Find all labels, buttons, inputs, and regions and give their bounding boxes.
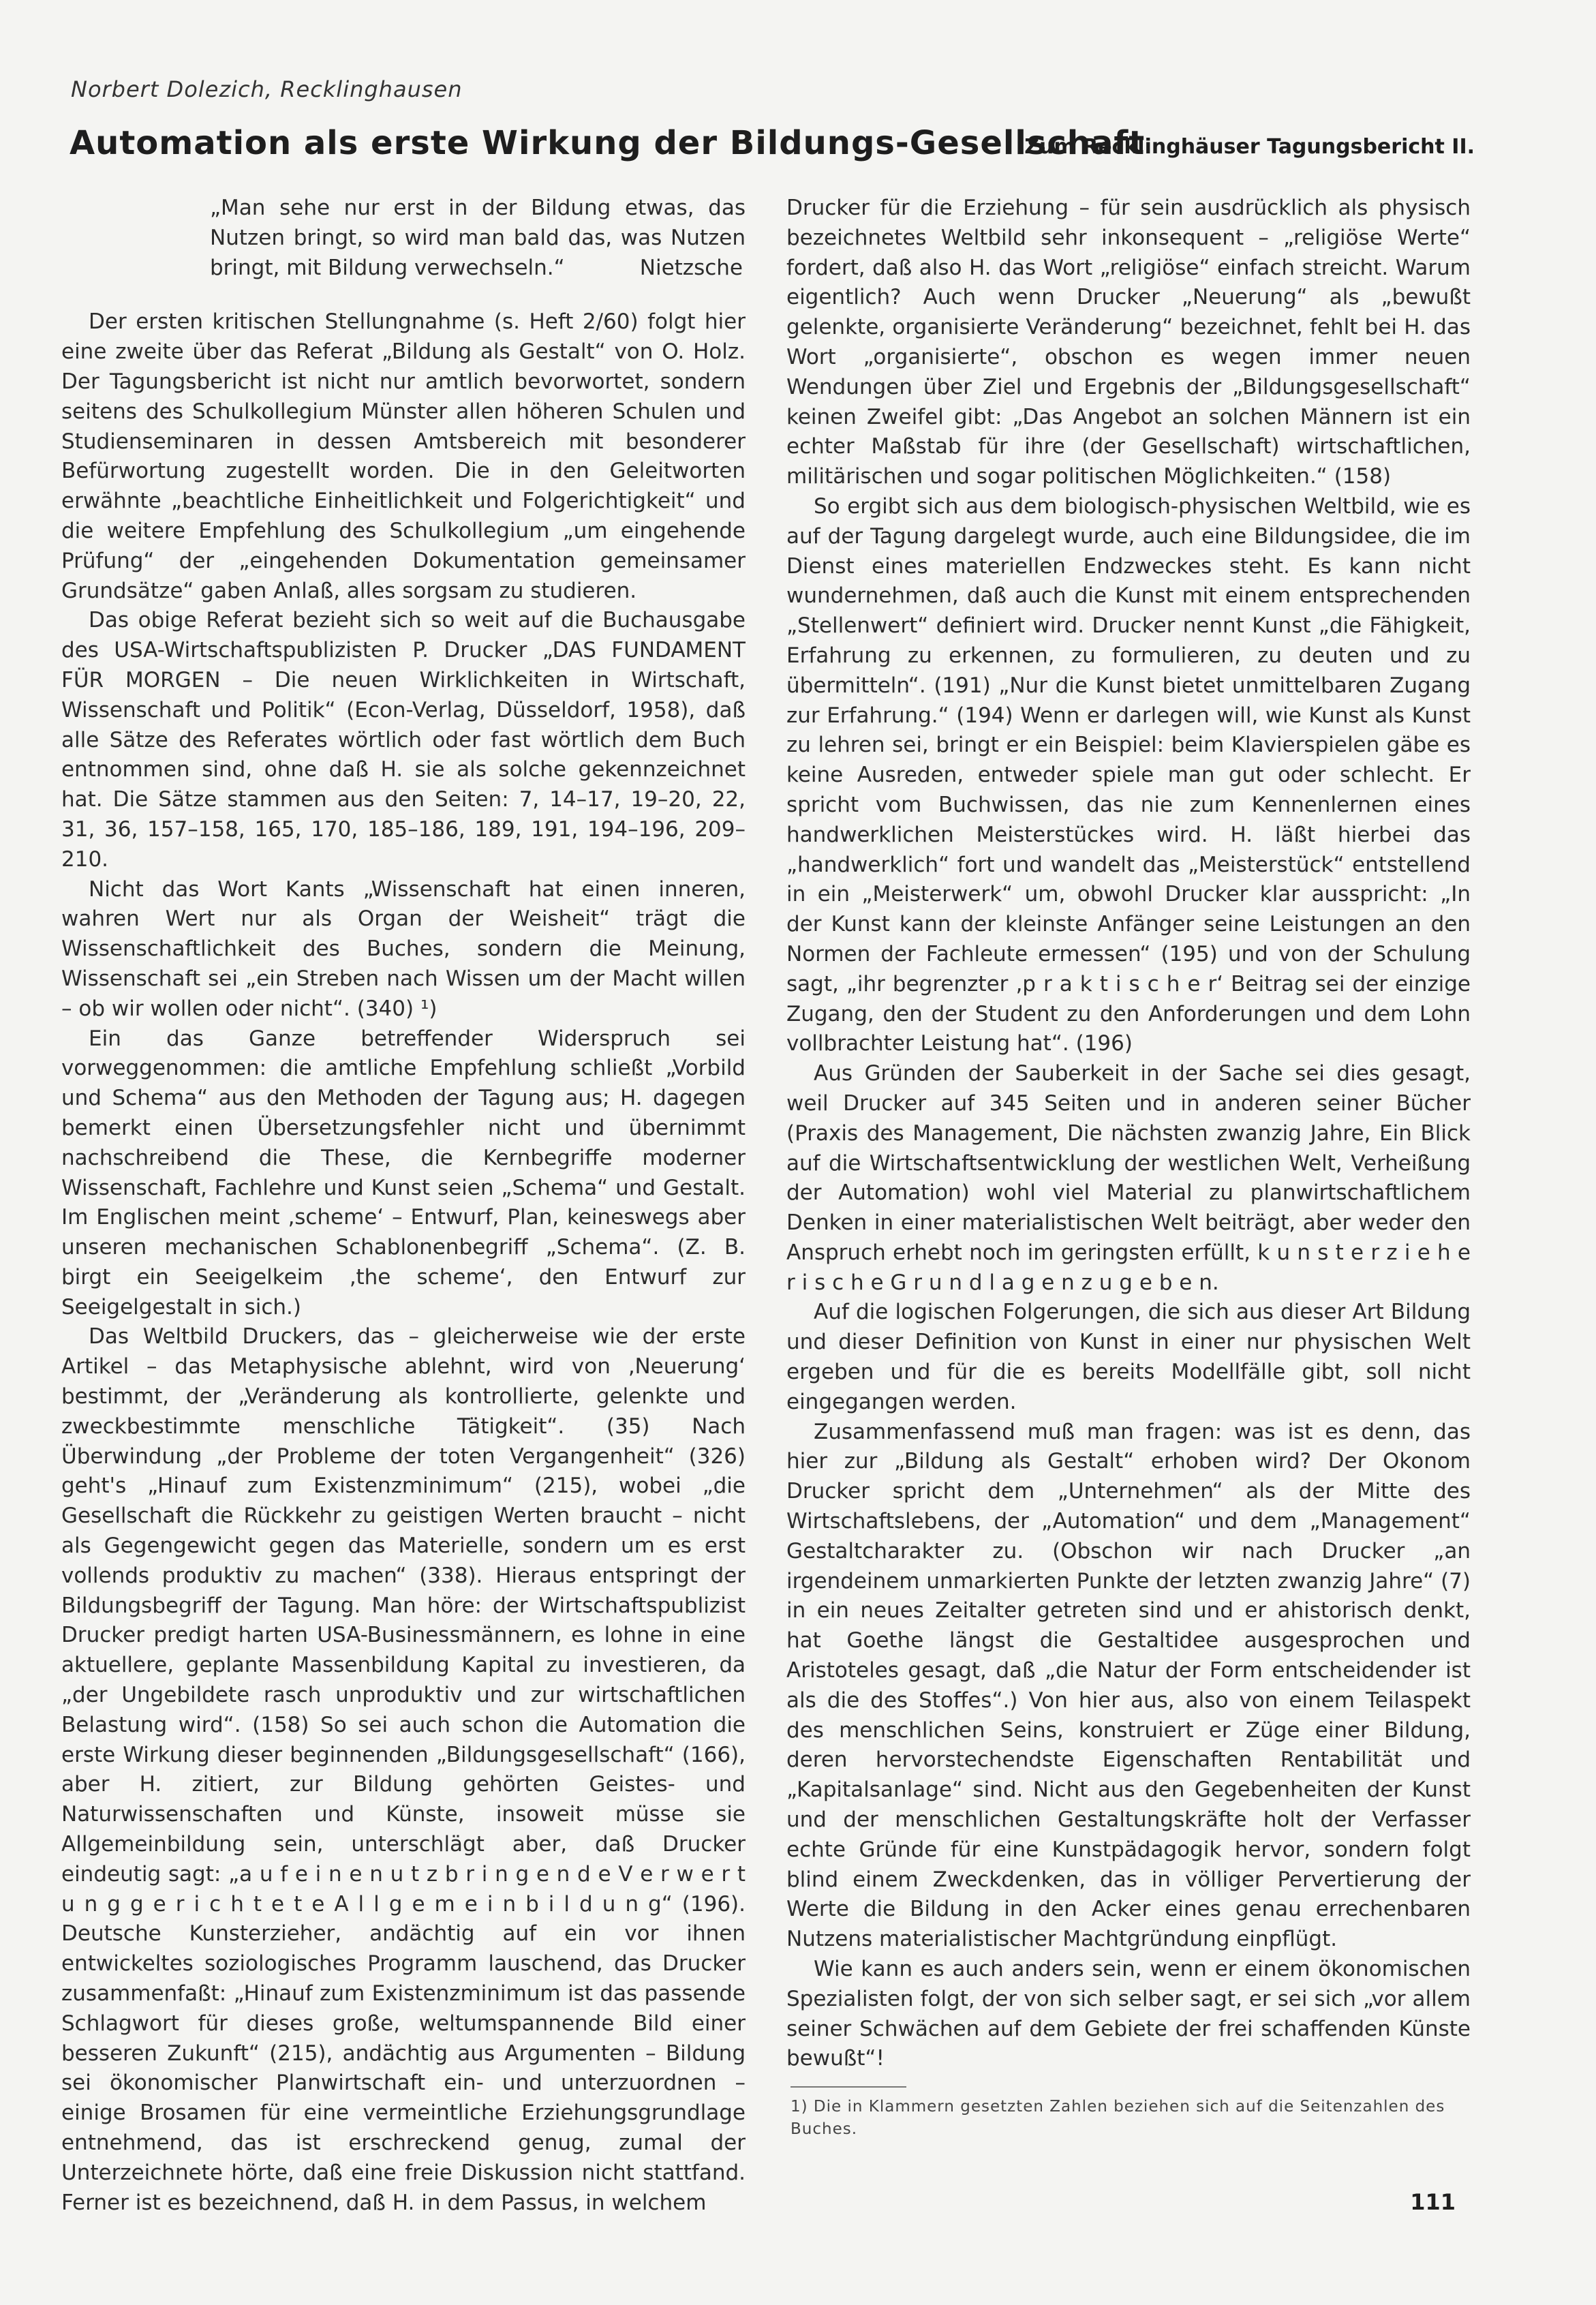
paragraph: Zusammenfassend muß man fragen: was ist es denn, das hier zur „Bildung als Gestalt“ erhoben wird? Der Okonom Drucker spricht dem „Unternehmen“ als der Mitte des Wirtschaftslebens, der „Automation“ und dem „Management“ Gestaltcharakter zu. (Obschon wir nach Drucker „an irgendeinem unmarkierten Punkte der letzten zwanzig Jahre“ (7) in ein neues Zeitalter getreten sind und er ahistorisch denkt, hat Goethe längst die Gestaltidee ausgesprochen und Aristoteles gesagt, daß „die Natur der Form entscheidender ist als die des Stoffes“.) Von hier aus, also von einem Teilaspekt des menschlichen Seins, konstruiert er Züge einer Bildung, deren hervorstechendste Eigenschaften Rentabilität und „Kapitalsanlage“ sind. Nicht aus den Gegebenheiten der Kunst und der menschlichen Gestaltungskräfte holt der Verfasser echte Gründe für eine Kunstpädagogik hervor, sondern folgt blind einem Zweckdenken, das in völliger Pervertierung der Werte die Bildung in den Acker eines genau errechenbaren Nutzens materialistischer Machtgründung einpflügt.: [786, 1419, 1471, 1952]
paragraph: Wie kann es auch anders sein, wenn er einem ökonomischen Spezialisten folgt, der von sich selber sagt, er sei sich „vor allem seiner Schwächen auf dem Gebiete der frei schaffenden Künste bewußt“!: [786, 1957, 1471, 2071]
paragraph: Das Weltbild Druckers, das – gleicherweise wie der erste Artikel – das Metaphysische ablehnt, wird von ‚Neuerung‘ bestimmt, der „Veränderung als kontrollierte, gelenkte und zweckbestimmte menschliche Tätigkeit“. (35) Nach Überwindung „der Probleme der toten Vergangenheit“ (326) geht's „Hinauf zum Existenzminimum“ (215), wobei „die Gesellschaft die Rückkehr zu geistigen Werten braucht – nicht als Gegengewicht gegen das Materielle, sondern um es erst vollends produktiv zu machen“ (338). Hieraus entspringt der Bildungsbegriff der Tagung. Man höre: der Wirtschaftspublizist Drucker predigt harten USA-Businessmännern, es lohne in eine aktuellere, geplante Massenbildung Kapital zu investieren, da „der Ungebildete rasch unproduktiv und zur wirtschaftlichen Belastung wird“. (158) So sei auch schon die Automation die erste Wirkung dieser beginnenden „Bildungsgesellschaft“ (166), aber H. zitiert, zur Bildung gehörten Geistes- und Naturwissenschaften und Künste, insoweit müsse sie Allgemeinbildung sein, unterschlägt aber, daß Drucker eindeutig sagt: „a u f e i n e n u t z b r i n g e n d e V e r w e r t u n g g e r i c h t e t e A l l g e m e i n b i l d u n g“ (196). Deutsche Kunsterzieher, andächtig auf ein vor ihnen entwickeltes soziologisches Programm lauschend, das Drucker zusammenfaßt: „Hinauf zum Existenzminimum ist das passende Schlagwort für dieses große, weltumspannende Bild einer besseren Zukunft“ (215), andächtig aus Argumenten – Bildung sei ökonomischer Planwirtschaft ein- und unterzuordnen – einige Brosamen für eine vermeintliche Erziehungsgrundlage entnehmend, das ist erschreckend genug, zumal der Unterzeichnete hörte, daß eine freie Diskussion nicht stattfand. Ferner ist es bezeichnend, daß H. in dem Passus, in welchem: [61, 1324, 746, 2215]
motto-source: Nietzsche: [639, 255, 743, 280]
paragraph: Der ersten kritischen Stellungnahme (s. Heft 2/60) folgt hier eine zweite über das Referat „Bildung als Gestalt“ von O. Holz. Der Tagungsbericht ist nicht nur amtlich bevorwortet, sondern seitens des Schulkollegium Münster allen höheren Schulen und Studienseminaren in dessen Amtsbereich mit besonderer Befürwortung zugestellt worden. Die in den Geleitworten erwähnte „beachtliche Einheitlichkeit und Folgerichtigkeit“ und die weitere Empfehlung des Schulkollegium „um eingehende Prüfung“ der „eingehenden Dokumentation gemeinsamer Grundsätze“ gaben Anlaß, alles sorgsam zu studieren.: [61, 309, 746, 603]
paragraph: Drucker für die Erziehung – für sein ausdrücklich als physisch bezeichnetes Weltbild sehr inkonsequent – „religiöse Werte“ fordert, daß also H. das Wort „religiöse“ einfach streicht. Warum eigentlich? Auch wenn Drucker „Neuerung“ als „bewußt gelenkte, organisierte Veränderung“ bezeichnet, fehlt bei H. das Wort „organisierte“, obschon es wegen immer neuen Wendungen über Ziel und Ergebnis der „Bildungsgesellschaft“ keinen Zweifel gibt: „Das Angebot an solchen Männern ist ein echter Maßstab für ihre (der Gesellschaft) wirtschaftlichen, militärischen und sogar politischen Möglichkeiten.“ (158): [786, 196, 1471, 489]
right-column: [786, 194, 1471, 2141]
paragraph: Aus Gründen der Sauberkeit in der Sache sei dies gesagt, weil Drucker auf 345 Seiten und in anderen seiner Bücher (Praxis des Management, Die nächsten zwanzig Jahre, Ein Blick auf die Wirtschaftsentwicklung der westlichen Welt, Verheißung der Automation) wohl viel Material zu planwirtschaftlichem Denken in einer materialistischen Welt beiträgt, aber weder den Anspruch erhebt noch im geringsten erfüllt, k u n s t e r z i e h e r i s c h e G r u n d l a g e n z u g e b e n.: [786, 1061, 1471, 1295]
paragraph: Ein das Ganze betreffender Widerspruch sei vorweggenommen: die amtliche Empfehlung schließt „Vorbild und Schema“ aus den Methoden der Tagung aus; H. dagegen bemerkt einen Übersetzungsfehler nicht und übernimmt nachschreibend die These, die Kernbegriffe moderner Wissenschaft, Fachlehre und Kunst seien „Schema“ und Gestalt. Im Englischen meint ‚scheme‘ – Entwurf, Plan, keineswegs aber unseren mechanischen Schablonenbegriff „Schema“. (Z. B. birgt ein Seeigelkeim ‚the scheme‘, den Entwurf zur Seeigelgestalt in sich.): [61, 1026, 746, 1319]
article-subtitle: Zum Recklinghäuser Tagungsbericht II.: [1024, 135, 1475, 159]
author-line: Norbert Dolezich, Recklinghausen: [71, 76, 463, 102]
left-column: [61, 194, 746, 2218]
footnote: 1) Die in Klammern gesetzten Zahlen beziehen sich auf die Seitenzahlen des Buches.: [791, 2098, 1445, 2139]
paragraph: Auf die logischen Folgerungen, die sich aus dieser Art Bildung und dieser Definition von Kunst in einer nur physischen Welt ergeben und für die es bereits Modellfälle gibt, soll nicht eingegangen werden.: [786, 1300, 1471, 1414]
paragraph: So ergibt sich aus dem biologisch-physischen Weltbild, wie es auf der Tagung dargelegt wurde, auch eine Bildungsidee, die im Dienst eines materiellen Endzweckes steht. Es kann nicht wundernehmen, daß auch die Kunst mit einem entsprechenden „Stellenwert“ definiert wird. Drucker nennt Kunst „die Fähigkeit, Erfahrung zu erkennen, zu formulieren, zu deuten und zu übermitteln“. (191) „Nur die Kunst bietet unmittelbaren Zugang zur Erfahrung.“ (194) Wenn er darlegen will, wie Kunst als Kunst zu lehren sei, bringt er ein Beispiel: beim Klavierspielen gäbe es keine Ausreden, entweder spiele man gut oder schlecht. Er spricht vom Buchwissen, das nie zum Kennenlernen eines handwerklichen Meisterstückes wird. H. läßt hierbei das „handwerklich“ fort und wandelt das „Meisterstück“ entstellend in ein „Meisterwerk“ um, obwohl Drucker klar ausspricht: „In der Kunst kann der kleinste Anfänger seine Leistungen an den Normen der Fachleute ermessen“ (195) und von der Schulung sagt, „ihr begrenzter ‚p r a k t i s c h e r‘ Beitrag sei der einzige Zugang, den der Student zu den Anforderungen und dem Lohn vollbrachter Leistung hat“. (196): [786, 493, 1471, 1056]
motto-text: „Man sehe nur erst in der Bildung etwas, das Nutzen bringt, so wird man bald das, was Nutzen bringt, mit Bildung verwechseln.“: [210, 196, 746, 280]
page-number: 111: [1410, 2189, 1456, 2215]
paragraph: Nicht das Wort Kants „Wissenschaft hat einen inneren, wahren Wert nur als Organ der Weisheit“ trägt die Wissenschaftlichkeit des Buches, sondern die Meinung, Wissenschaft sei „ein Streben nach Wissen um der Macht willen – ob wir wollen oder nicht“. (340) ¹): [61, 876, 746, 1021]
article-title: Automation als erste Wirkung der Bildungs-Gesellschaft: [70, 124, 1146, 162]
motto: [210, 194, 746, 283]
footnote-divider: [791, 2086, 906, 2088]
paragraph: Das obige Referat bezieht sich so weit auf die Buchausgabe des USA-Wirtschaftspublizisten P. Drucker „DAS FUNDAMENT FÜR MORGEN – Die neuen Wirklichkeiten in Wirtschaft, Wissenschaft und Politik“ (Econ-Verlag, Düsseldorf, 1958), daß alle Sätze des Referates wörtlich oder fast wörtlich dem Buch entnommen sind, ohne daß H. sie als solche gekennzeichnet hat. Die Sätze stammen aus den Seiten: 7, 14–17, 19–20, 22, 31, 36, 157–158, 165, 170, 185–186, 189, 191, 194–196, 209–210.: [61, 608, 746, 872]
